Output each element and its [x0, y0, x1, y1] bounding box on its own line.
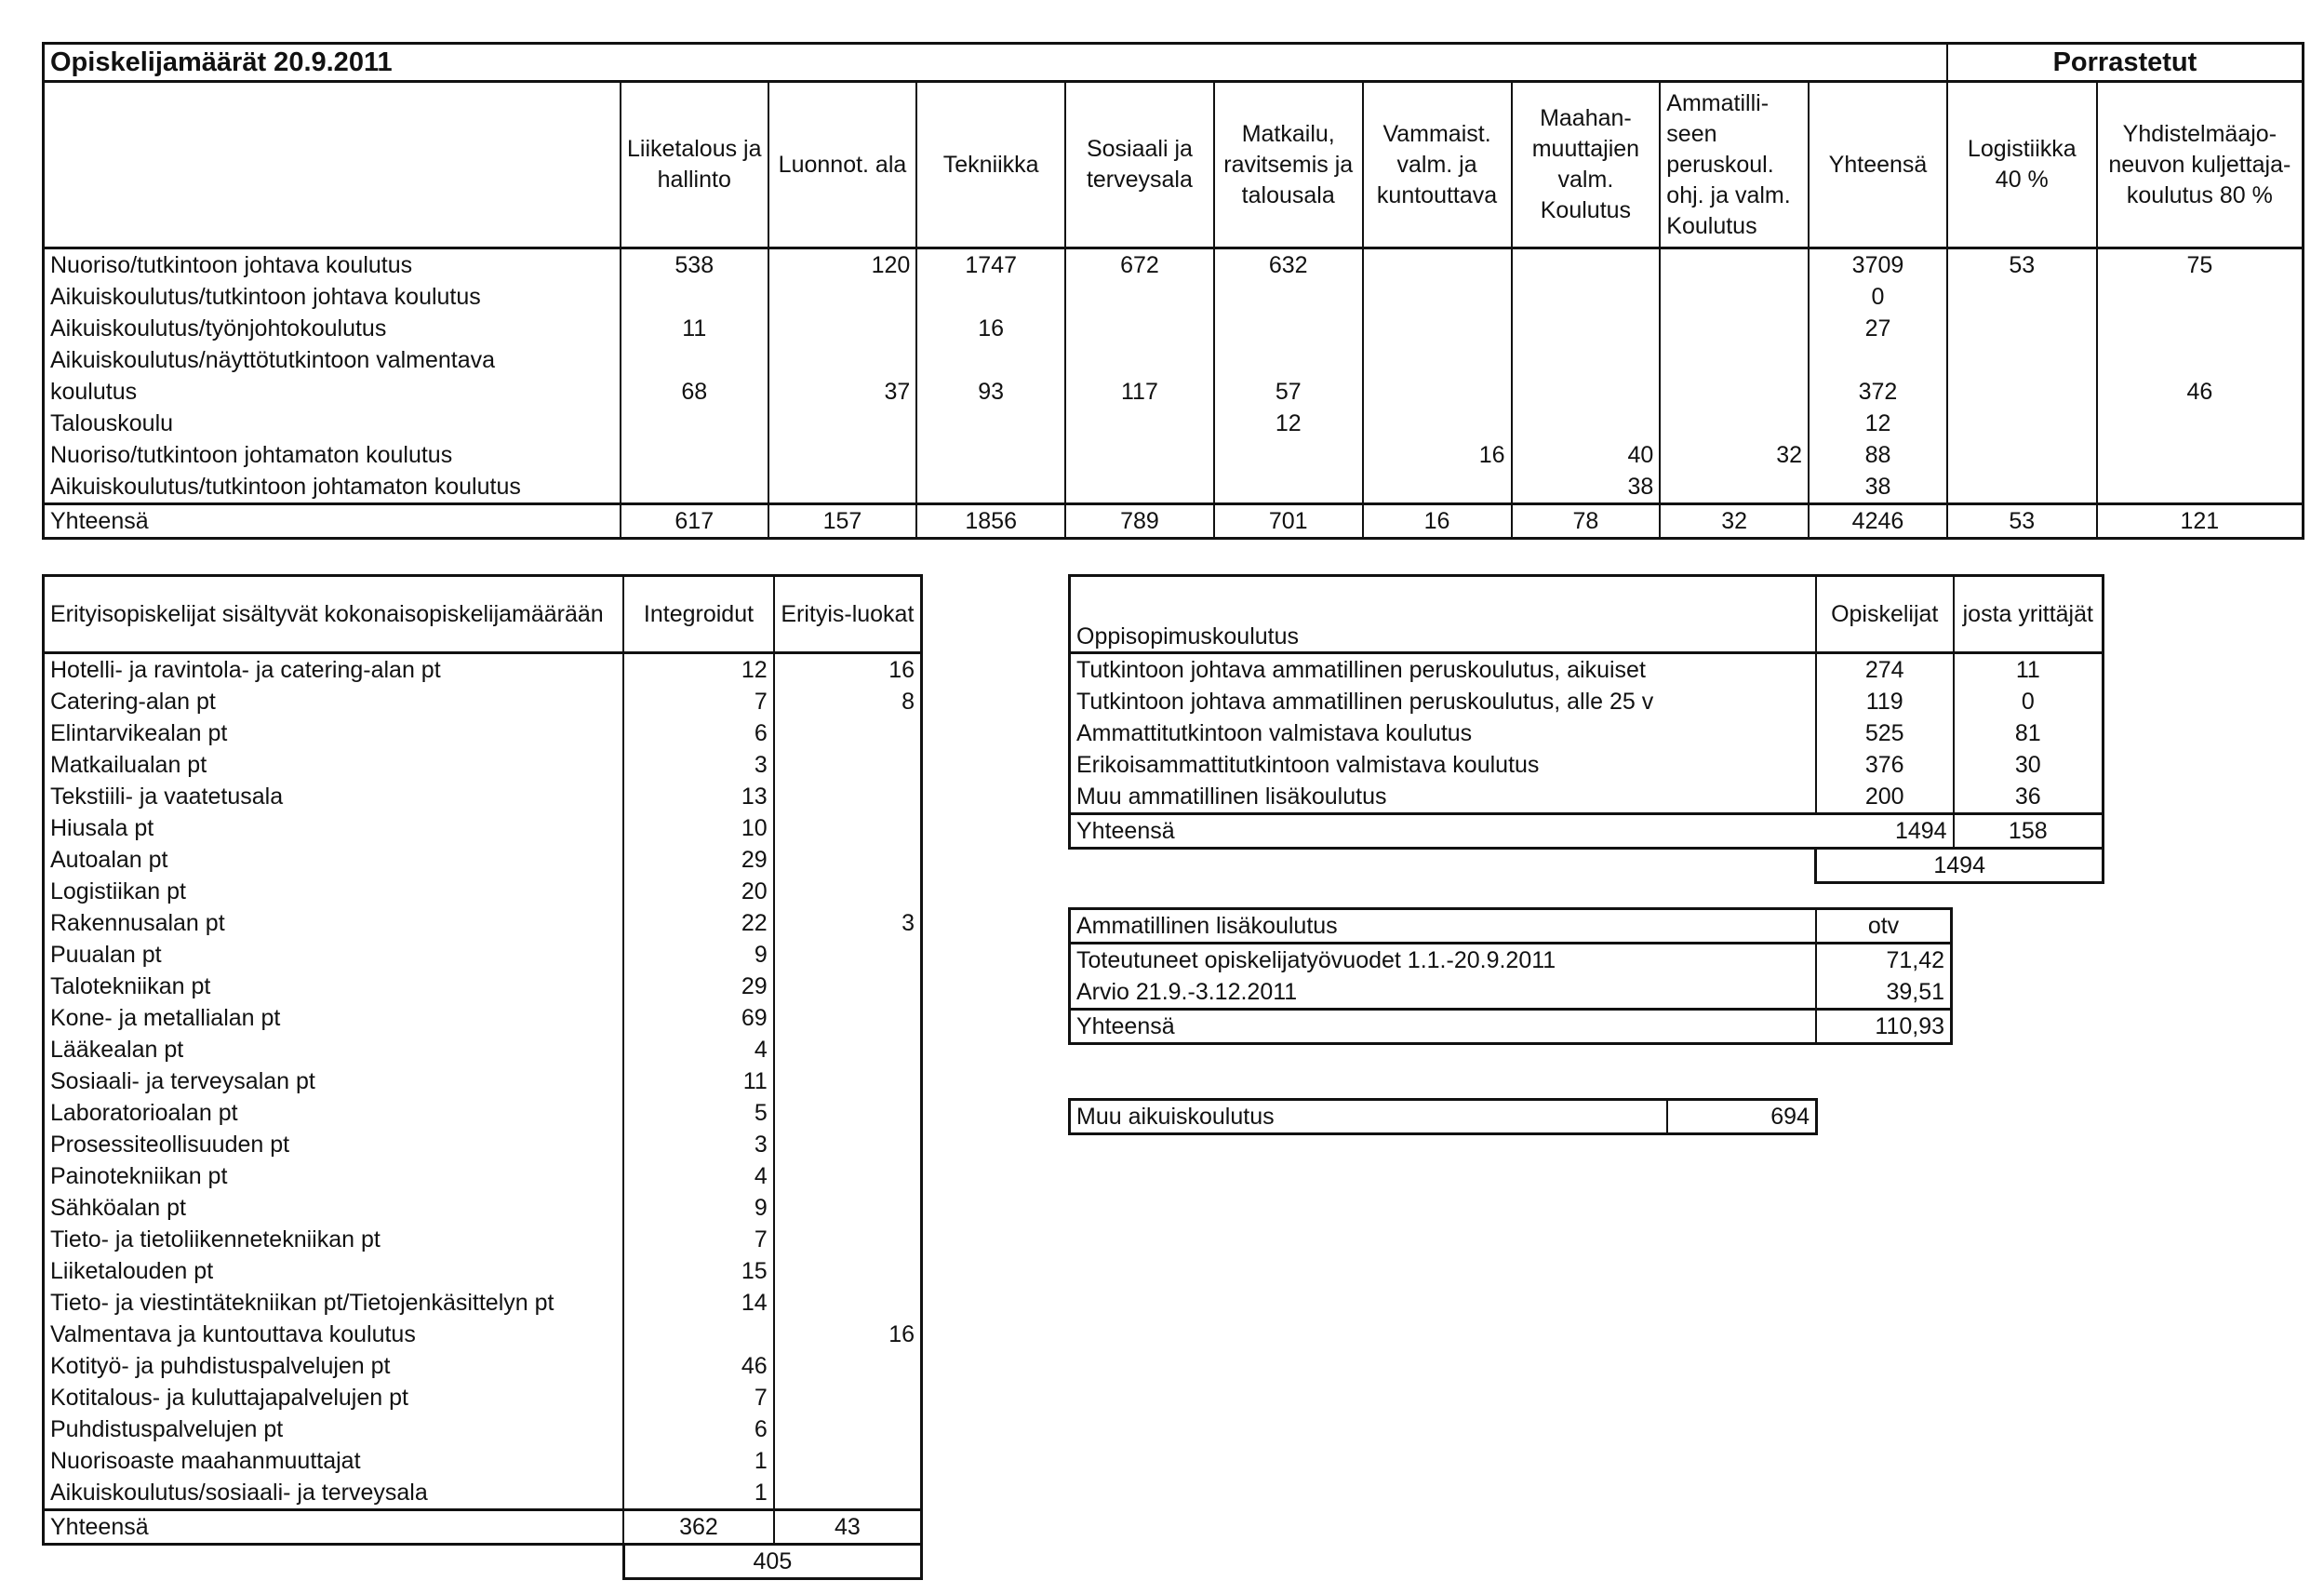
cell-value — [768, 471, 917, 504]
table-row — [44, 1319, 922, 1350]
special-class-value — [774, 1350, 922, 1382]
cell-value — [1809, 344, 1947, 376]
special-class-value — [774, 876, 922, 907]
row-label: Nuorisoaste maahanmuuttajat — [44, 1445, 624, 1477]
cell-value — [1660, 376, 1809, 408]
row-label: Nuoriso/tutkintoon johtamaton koulutus — [44, 439, 621, 471]
row-label: Tutkintoon johtava ammatillinen peruskoulutus, aikuiset — [1070, 653, 1816, 687]
table-row — [44, 408, 2304, 439]
cell-value: 16 — [1363, 439, 1512, 471]
table-row — [44, 876, 922, 907]
integrated-value: 20 — [623, 876, 773, 907]
special-class-value — [774, 844, 922, 876]
column-headers — [44, 82, 2304, 248]
cell-value: 632 — [1214, 248, 1363, 282]
integrated-value: 1 — [623, 1477, 773, 1510]
col-header: Liiketalous ja hallinto — [621, 82, 768, 248]
cell-value — [1947, 344, 2097, 376]
row-label: Laboratorioalan pt — [44, 1097, 624, 1129]
special-class-value: 16 — [888, 657, 915, 683]
table-row — [44, 1413, 922, 1445]
row-label: Tieto- ja tietoliikennetekniikan pt — [44, 1224, 624, 1255]
grand-total-row — [1070, 849, 2104, 883]
cell-value — [2097, 408, 2304, 439]
row-label: Tutkintoon johtava ammatillinen peruskoulutus, alle 25 v — [1070, 686, 1816, 717]
cell-value: 68 — [621, 376, 768, 408]
cell-value — [621, 344, 768, 376]
cell-value — [1363, 376, 1512, 408]
col-header: Logistiikka 40 % — [1947, 82, 2097, 248]
row-label: Liiketalouden pt — [44, 1255, 624, 1287]
row-label: Matkailualan pt — [44, 749, 624, 781]
cell-value — [768, 408, 917, 439]
col-header: Tekniikka — [916, 82, 1065, 248]
table-row — [44, 1192, 922, 1224]
row-label: Hiusala pt — [44, 812, 624, 844]
integrated-value: 9 — [623, 1192, 773, 1224]
integrated-value: 4 — [623, 1034, 773, 1065]
special-class-value — [774, 1034, 922, 1065]
students-value: 200 — [1816, 781, 1954, 814]
cell-value — [768, 439, 917, 471]
cell-value: 40 — [1512, 439, 1661, 471]
table-row — [44, 907, 922, 939]
row-label: Tieto- ja viestintätekniikan pt/Tietojenkäsittelyn pt — [44, 1287, 624, 1319]
row-label: Aikuiskoulutus/työnjohtokoulutus — [44, 313, 621, 344]
cell-value — [1065, 313, 1214, 344]
cell-value: 372 — [1809, 376, 1947, 408]
special-class-value: 3 — [902, 910, 915, 936]
row-label: Nuoriso/tutkintoon johtava koulutus — [44, 248, 621, 282]
integrated-value: 3 — [623, 1129, 773, 1160]
apprenticeship-heading: Oppisopimuskoulutus — [1070, 576, 1816, 653]
row-label: Lääkealan pt — [44, 1034, 624, 1065]
table-row — [44, 971, 922, 1002]
cell-value: 32 — [1660, 439, 1809, 471]
row-label: Logistiikan pt — [44, 876, 624, 907]
integrated-value — [623, 1319, 773, 1350]
cell-value — [768, 313, 917, 344]
integrated-value: 12 — [623, 653, 773, 687]
cell-value — [1660, 313, 1809, 344]
cell-value — [621, 471, 768, 504]
cell-value — [1660, 281, 1809, 313]
apprenticeship-table — [1068, 574, 2104, 884]
special-class-value — [774, 1382, 922, 1413]
cell-value: 46 — [2186, 379, 2213, 405]
cell-value — [1947, 408, 2097, 439]
cell-value: 53 — [1947, 248, 2097, 282]
cell-value: 38 — [1512, 471, 1661, 504]
table-row — [44, 749, 922, 781]
special-class-value — [774, 939, 922, 971]
row-label: Sähköalan pt — [44, 1192, 624, 1224]
table-row — [44, 939, 922, 971]
table-row — [44, 1097, 922, 1129]
cell-value: 117 — [1065, 376, 1214, 408]
students-value: 274 — [1816, 653, 1954, 687]
special-class-value — [774, 1413, 922, 1445]
total-row: Yhteensä 362 43 — [44, 1510, 922, 1545]
cell-value: 12 — [1809, 408, 1947, 439]
student-counts-table — [42, 42, 2304, 540]
grand-total: 1494 — [1816, 849, 2104, 883]
table-row — [1070, 781, 2104, 814]
col-header: Yhteensä — [1809, 82, 1947, 248]
cell-value — [1065, 344, 1214, 376]
vocational-further-training-table — [1068, 907, 1953, 1045]
integrated-value: 13 — [623, 781, 773, 812]
special-class-value — [774, 1065, 922, 1097]
cell-value — [1214, 313, 1363, 344]
cell-value: 672 — [1065, 248, 1214, 282]
cell-value: 12 — [1214, 408, 1363, 439]
entrepreneurs-value: 11 — [2015, 657, 2040, 683]
special-class-value — [774, 749, 922, 781]
special-class-value: 16 — [888, 1321, 915, 1347]
special-class-value — [774, 1224, 922, 1255]
special-class-value — [774, 1160, 922, 1192]
integrated-value: 6 — [623, 717, 773, 749]
cell-value — [1512, 376, 1661, 408]
row-label: Elintarvikealan pt — [44, 717, 624, 749]
integrated-value: 29 — [623, 844, 773, 876]
table-row — [44, 439, 2304, 471]
integrated-value: 9 — [623, 939, 773, 971]
cell-value — [1214, 439, 1363, 471]
cell-value — [1512, 281, 1661, 313]
integrated-value: 10 — [623, 812, 773, 844]
cell-value — [1065, 439, 1214, 471]
table-row — [44, 376, 2304, 408]
row-label: Kone- ja metallialan pt — [44, 1002, 624, 1034]
cell-value: 538 — [621, 248, 768, 282]
cell-value — [1363, 408, 1512, 439]
cell-value — [1214, 344, 1363, 376]
row-label: Catering-alan pt — [44, 686, 624, 717]
special-class-value — [774, 1477, 922, 1510]
cell-value — [1363, 471, 1512, 504]
table-row — [44, 717, 922, 749]
cell-value — [2097, 439, 2304, 471]
cell-value — [1660, 471, 1809, 504]
row-label: Hotelli- ja ravintola- ja catering-alan pt — [44, 653, 624, 687]
col-header: Maahan-muuttajien valm. Koulutus — [1512, 82, 1661, 248]
table-row — [44, 1287, 922, 1319]
cell-value — [1660, 344, 1809, 376]
table-row — [44, 281, 2304, 313]
cell-value — [1065, 471, 1214, 504]
table-row: Arvio 21.9.-3.12.2011 39,51 — [1070, 976, 1952, 1010]
integrated-value: 6 — [623, 1413, 773, 1445]
vocational-heading: Ammatillinen lisäkoulutus — [1070, 909, 1817, 944]
cell-value — [2097, 344, 2304, 376]
entrepreneurs-value: 0 — [2021, 689, 2035, 715]
cell-value — [1947, 471, 2097, 504]
row-label: Talouskoulu — [44, 408, 621, 439]
table-row — [44, 313, 2304, 344]
table-row — [1070, 686, 2104, 717]
table-row — [1070, 1100, 1817, 1134]
table-row — [44, 1160, 922, 1192]
integrated-value: 22 — [623, 907, 773, 939]
col-header: otv — [1867, 913, 1900, 939]
cell-value — [621, 439, 768, 471]
table-row — [44, 1350, 922, 1382]
students-value: 119 — [1816, 686, 1954, 717]
total-label: Yhteensä — [44, 504, 621, 539]
cell-value — [916, 439, 1065, 471]
cell-value — [2097, 313, 2304, 344]
row-label: Ammattitutkintoon valmistava koulutus — [1070, 717, 1816, 749]
integrated-value: 7 — [623, 1224, 773, 1255]
row-label: Muu ammatillinen lisäkoulutus — [1070, 781, 1816, 814]
other-adult-education-table — [1068, 1098, 1818, 1135]
special-class-value: 8 — [902, 689, 915, 715]
table-row — [44, 844, 922, 876]
cell-value: 88 — [1809, 439, 1947, 471]
col-header: Integroidut — [623, 576, 773, 653]
table-row — [44, 781, 922, 812]
cell-value — [1947, 376, 2097, 408]
cell-value — [1512, 408, 1661, 439]
table-row — [44, 1382, 922, 1413]
cell-value — [1065, 408, 1214, 439]
table-row — [44, 1034, 922, 1065]
table-row — [44, 1224, 922, 1255]
table-row — [44, 344, 2304, 376]
table-row — [44, 653, 922, 687]
table-row — [44, 1445, 922, 1477]
row-label: Erikoisammattitutkintoon valmistava koulutus — [1070, 749, 1816, 781]
special-class-value — [774, 1192, 922, 1224]
special-class-value — [774, 1255, 922, 1287]
cell-value — [916, 471, 1065, 504]
special-class-value — [774, 1445, 922, 1477]
row-label: Aikuiskoulutus/näyttötutkintoon valmentava — [44, 344, 621, 376]
row-label: Puhdistuspalvelujen pt — [44, 1413, 624, 1445]
cell-value — [1363, 313, 1512, 344]
integrated-value: 7 — [623, 1382, 773, 1413]
integrated-value: 46 — [623, 1350, 773, 1382]
row-label: Rakennusalan pt — [44, 907, 624, 939]
special-class-value — [774, 781, 922, 812]
special-students-heading: Erityisopiskelijat sisältyvät kokonaisopiskelijamäärään — [44, 576, 624, 653]
other-adult-education-value: 694 — [1770, 1104, 1810, 1130]
table-row — [44, 1477, 922, 1510]
cell-value — [1660, 248, 1809, 282]
row-label: Kotityö- ja puhdistuspalvelujen pt — [44, 1350, 624, 1382]
cell-value: 11 — [621, 313, 768, 344]
porrastetut-heading: Porrastetut — [2052, 47, 2197, 77]
special-class-value — [774, 1129, 922, 1160]
cell-value — [1065, 281, 1214, 313]
total-row: Yhteensä 617 157 1856 789 701 16 78 32 4246 53 121 — [44, 504, 2304, 539]
cell-value — [916, 408, 1065, 439]
cell-value — [1947, 313, 2097, 344]
integrated-value: 29 — [623, 971, 773, 1002]
table-row — [44, 471, 2304, 504]
total-row: Yhteensä 1494 158 — [1070, 814, 2104, 849]
cell-value — [1660, 408, 1809, 439]
cell-value — [621, 408, 768, 439]
entrepreneurs-value: 36 — [2014, 784, 2041, 810]
col-header: Luonnot. ala — [768, 82, 917, 248]
row-label: Valmentava ja kuntouttava koulutus — [44, 1319, 624, 1350]
special-class-value — [774, 812, 922, 844]
cell-value: 57 — [1214, 376, 1363, 408]
integrated-value: 7 — [623, 686, 773, 717]
cell-value: 38 — [1809, 471, 1947, 504]
cell-value — [621, 281, 768, 313]
cell-value: 1747 — [916, 248, 1065, 282]
students-value: 376 — [1816, 749, 1954, 781]
cell-value: 93 — [916, 376, 1065, 408]
other-adult-education-label: Muu aikuiskoulutus — [1070, 1100, 1668, 1134]
special-class-value — [774, 1097, 922, 1129]
cell-value — [768, 344, 917, 376]
col-header: Erityis-luokat — [781, 601, 915, 627]
col-header: Matkailu, ravitsemis ja talousala — [1214, 82, 1363, 248]
integrated-value: 4 — [623, 1160, 773, 1192]
integrated-value: 5 — [623, 1097, 773, 1129]
cell-value — [768, 281, 917, 313]
cell-value — [1512, 344, 1661, 376]
grand-total-row — [44, 1545, 922, 1579]
cell-value — [1363, 281, 1512, 313]
table-row: Toteutuneet opiskelijatyövuodet 1.1.-20.9.2011 71,42 — [1070, 944, 1952, 977]
special-students-table — [42, 574, 923, 1580]
row-label: Puualan pt — [44, 939, 624, 971]
cell-value — [1512, 248, 1661, 282]
table-row — [44, 1002, 922, 1034]
entrepreneurs-value: 30 — [2014, 752, 2041, 778]
row-label: koulutus — [44, 376, 621, 408]
special-class-value — [774, 1287, 922, 1319]
cell-value — [2097, 281, 2304, 313]
integrated-value: 1 — [623, 1445, 773, 1477]
col-header: Opiskelijat — [1816, 576, 1954, 653]
cell-value — [1512, 313, 1661, 344]
cell-value: 75 — [2186, 252, 2213, 278]
integrated-value: 11 — [623, 1065, 773, 1097]
cell-value — [916, 344, 1065, 376]
table-title: Opiskelijamäärät 20.9.2011 — [44, 44, 1947, 82]
table-row — [1070, 717, 2104, 749]
cell-value — [1947, 281, 2097, 313]
row-label: Prosessiteollisuuden pt — [44, 1129, 624, 1160]
cell-value: 37 — [768, 376, 917, 408]
cell-value — [1214, 281, 1363, 313]
students-value: 525 — [1816, 717, 1954, 749]
cell-value: 27 — [1809, 313, 1947, 344]
cell-value — [2097, 471, 2304, 504]
cell-value — [1214, 471, 1363, 504]
cell-value — [916, 281, 1065, 313]
cell-value — [1947, 439, 2097, 471]
entrepreneurs-value: 81 — [2014, 720, 2041, 746]
row-label: Kotitalous- ja kuluttajapalvelujen pt — [44, 1382, 624, 1413]
special-class-value — [774, 717, 922, 749]
cell-value: 3709 — [1809, 248, 1947, 282]
col-header: Yhdistelmäajo-neuvon kuljettaja-koulutus 80 % — [2108, 120, 2291, 208]
table-row — [44, 1255, 922, 1287]
table-row — [44, 1129, 922, 1160]
row-label: Painotekniikan pt — [44, 1160, 624, 1192]
cell-value — [1363, 344, 1512, 376]
col-header: Vammaist. valm. ja kuntouttava — [1363, 82, 1512, 248]
table-row — [1070, 749, 2104, 781]
col-header: Ammatilli-seen peruskoul. ohj. ja valm. Koulutus — [1660, 82, 1809, 248]
integrated-value: 3 — [623, 749, 773, 781]
col-header: josta yrittäjät — [1962, 601, 2093, 627]
table-row — [44, 1065, 922, 1097]
integrated-value: 69 — [623, 1002, 773, 1034]
row-label: Talotekniikan pt — [44, 971, 624, 1002]
cell-value — [1363, 248, 1512, 282]
grand-total: 405 — [623, 1545, 921, 1579]
cell-value: 120 — [768, 248, 917, 282]
cell-value: 16 — [916, 313, 1065, 344]
cell-value: 0 — [1809, 281, 1947, 313]
special-class-value — [774, 971, 922, 1002]
row-label: Aikuiskoulutus/tutkintoon johtamaton koulutus — [44, 471, 621, 504]
integrated-value: 15 — [623, 1255, 773, 1287]
table-row — [1070, 653, 2104, 687]
table-row — [44, 686, 922, 717]
col-header: Sosiaali ja terveysala — [1065, 82, 1214, 248]
special-class-value — [774, 1002, 922, 1034]
row-label: Sosiaali- ja terveysalan pt — [44, 1065, 624, 1097]
row-label: Tekstiili- ja vaatetusala — [44, 781, 624, 812]
table-row — [44, 248, 2304, 282]
row-label: Aikuiskoulutus/sosiaali- ja terveysala — [44, 1477, 624, 1510]
row-label: Autoalan pt — [44, 844, 624, 876]
row-label: Aikuiskoulutus/tutkintoon johtava koulutus — [44, 281, 621, 313]
total-row: Yhteensä 110,93 — [1070, 1010, 1952, 1044]
integrated-value: 14 — [623, 1287, 773, 1319]
table-row — [44, 812, 922, 844]
